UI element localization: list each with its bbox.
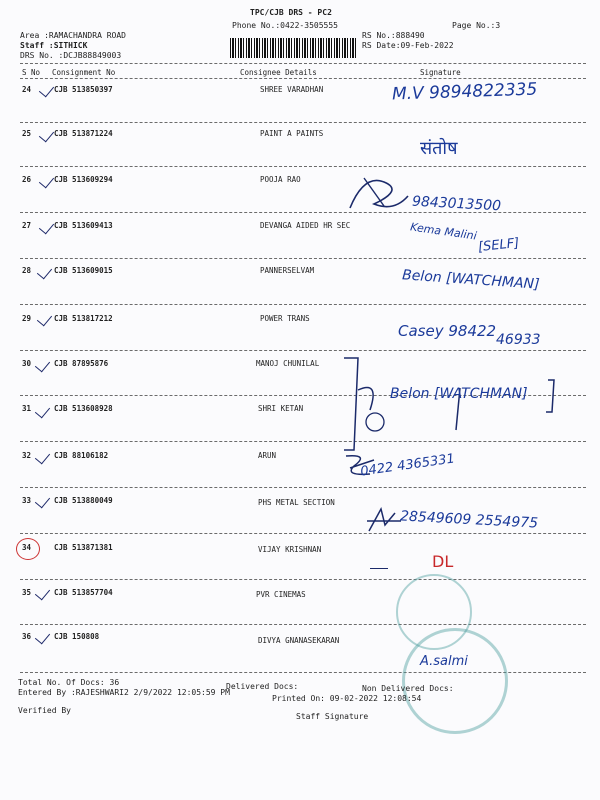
handwritten-phone: 9843013500 <box>411 193 502 215</box>
col-consignee: Consignee Details <box>240 68 317 77</box>
handwritten-phone: 28549609 2554975 <box>399 508 539 532</box>
page-number: Page No.:3 <box>452 21 501 30</box>
row-consignee: SHREE VARADHAN <box>260 85 324 94</box>
row-sno: 29 <box>22 314 32 323</box>
divider <box>20 304 586 305</box>
row-consignment: CJB 150808 <box>54 632 100 641</box>
tick-mark-icon <box>39 219 54 235</box>
row-consignment: CJB 513609413 <box>54 221 113 230</box>
tick-mark-icon <box>35 357 50 373</box>
handwritten-signature: संतोष <box>420 138 458 159</box>
row-sno: 32 <box>22 451 32 460</box>
row-sno: 34 <box>22 543 32 552</box>
col-consignment: Consignment No <box>52 68 116 77</box>
divider <box>20 487 586 488</box>
row-sno: 24 <box>22 85 32 94</box>
divider <box>20 212 586 213</box>
staff-signature-label: Staff Signature <box>296 712 369 721</box>
tick-mark-icon <box>35 403 50 419</box>
row-consignee: SHRI KETAN <box>258 404 304 413</box>
red-circle-mark <box>16 538 40 560</box>
tick-mark-icon <box>35 629 50 645</box>
delivered-docs: Delivered Docs: <box>226 682 299 691</box>
tick-mark-icon <box>35 449 50 465</box>
row-consignment: CJB 513871224 <box>54 129 113 138</box>
phone-number: Phone No.:0422-3505555 <box>232 21 338 30</box>
row-sno: 36 <box>22 632 32 641</box>
tick-mark-icon <box>39 127 54 143</box>
row-consignment: CJB 513817212 <box>54 314 113 323</box>
rs-date: RS Date:09-Feb-2022 <box>362 41 454 50</box>
divider <box>20 579 586 580</box>
divider <box>20 258 586 259</box>
row-consignee: POWER TRANS <box>260 314 310 323</box>
row-consignment: CJB 513609015 <box>54 266 113 275</box>
row-consignee: DEVANGA AIDED HR SEC <box>260 221 351 230</box>
area-label: Area :RAMACHANDRA ROAD <box>20 31 126 40</box>
tick-mark-icon <box>37 264 52 280</box>
tick-mark-icon <box>35 493 50 509</box>
row-consignment: CJB 87895876 <box>54 359 109 368</box>
divider <box>20 63 586 64</box>
entered-by: Entered By :RAJESHWARI2 2/9/2022 12:05:59 PM <box>18 688 230 697</box>
row-consignee: VIJAY KRISHNAN <box>258 545 322 554</box>
handwritten-signature: Belon [WATCHMAN] <box>401 267 540 293</box>
divider <box>20 166 586 167</box>
row-consignee: PAINT A PAINTS <box>260 129 324 138</box>
divider <box>20 122 586 123</box>
row-sno: 27 <box>22 221 32 230</box>
drs-number: DRS No. :DCJB88849003 <box>20 51 122 60</box>
row-consignee: PANNERSELVAM <box>260 266 315 275</box>
handwritten-signature: M.V 9894822335 <box>391 79 538 105</box>
printed-on: Printed On: 09-02-2022 12:08:54 <box>272 694 422 703</box>
handwritten-phone: 46933 <box>496 332 541 348</box>
row-sno: 33 <box>22 496 32 505</box>
row-consignment: CJB 513850397 <box>54 85 113 94</box>
divider <box>20 78 586 79</box>
divider <box>20 533 586 534</box>
handwritten-signature: Casey 98422 <box>398 322 497 340</box>
row-consignment: CJB 513609294 <box>54 175 113 184</box>
signature-scribble <box>344 168 414 218</box>
rs-number: RS No.:888490 <box>362 31 425 40</box>
handwritten-note: [SELF] <box>477 235 521 256</box>
row-consignee: POOJA RAO <box>260 175 301 184</box>
row-sno: 30 <box>22 359 32 368</box>
staff-label: Staff :SITHICK <box>20 41 88 50</box>
non-delivered-docs: Non Delivered Docs: <box>362 684 454 693</box>
row-consignee: PVR CINEMAS <box>256 590 306 599</box>
row-consignee: PHS METAL SECTION <box>258 498 335 507</box>
bracket-scribbles <box>340 350 590 460</box>
handwritten-signature: Belon [WATCHMAN] <box>390 386 528 402</box>
row-consignee: ARUN <box>258 451 277 460</box>
row-consignment: CJB 513608928 <box>54 404 113 413</box>
row-consignment: CJB 88106182 <box>54 451 109 460</box>
row-consignment: CJB 513871381 <box>54 543 113 552</box>
tick-mark-icon <box>39 82 54 98</box>
tick-mark-icon <box>39 173 54 189</box>
dash-mark <box>370 568 388 569</box>
row-consignee: DIVYA GNANASEKARAN <box>258 636 340 645</box>
company-stamp <box>402 628 508 734</box>
handwritten-note: DL <box>432 552 454 571</box>
barcode <box>230 38 358 58</box>
col-sno: S No <box>22 68 41 77</box>
row-sno: 25 <box>22 129 32 138</box>
tick-mark-icon <box>37 311 52 327</box>
row-sno: 31 <box>22 404 32 413</box>
row-sno: 26 <box>22 175 32 184</box>
divider <box>20 624 586 625</box>
handwritten-phone: 0422 4365331 <box>359 451 456 480</box>
doc-title: TPC/CJB DRS - PC2 <box>250 8 332 17</box>
row-consignment: CJB 513857704 <box>54 588 113 597</box>
total-docs: Total No. Of Docs: 36 <box>18 678 120 687</box>
verified-by: Verified By <box>18 706 71 715</box>
row-sno: 28 <box>22 266 32 275</box>
row-consignment: CJB 513880049 <box>54 496 113 505</box>
tick-mark-icon <box>35 585 50 601</box>
row-consignee: MANOJ CHUNILAL <box>256 359 320 368</box>
row-sno: 35 <box>22 588 32 597</box>
handwritten-signature: Kema Malini <box>409 220 478 243</box>
handwritten-signature: A.salmi <box>420 654 468 669</box>
col-signature: Signature <box>420 68 461 77</box>
